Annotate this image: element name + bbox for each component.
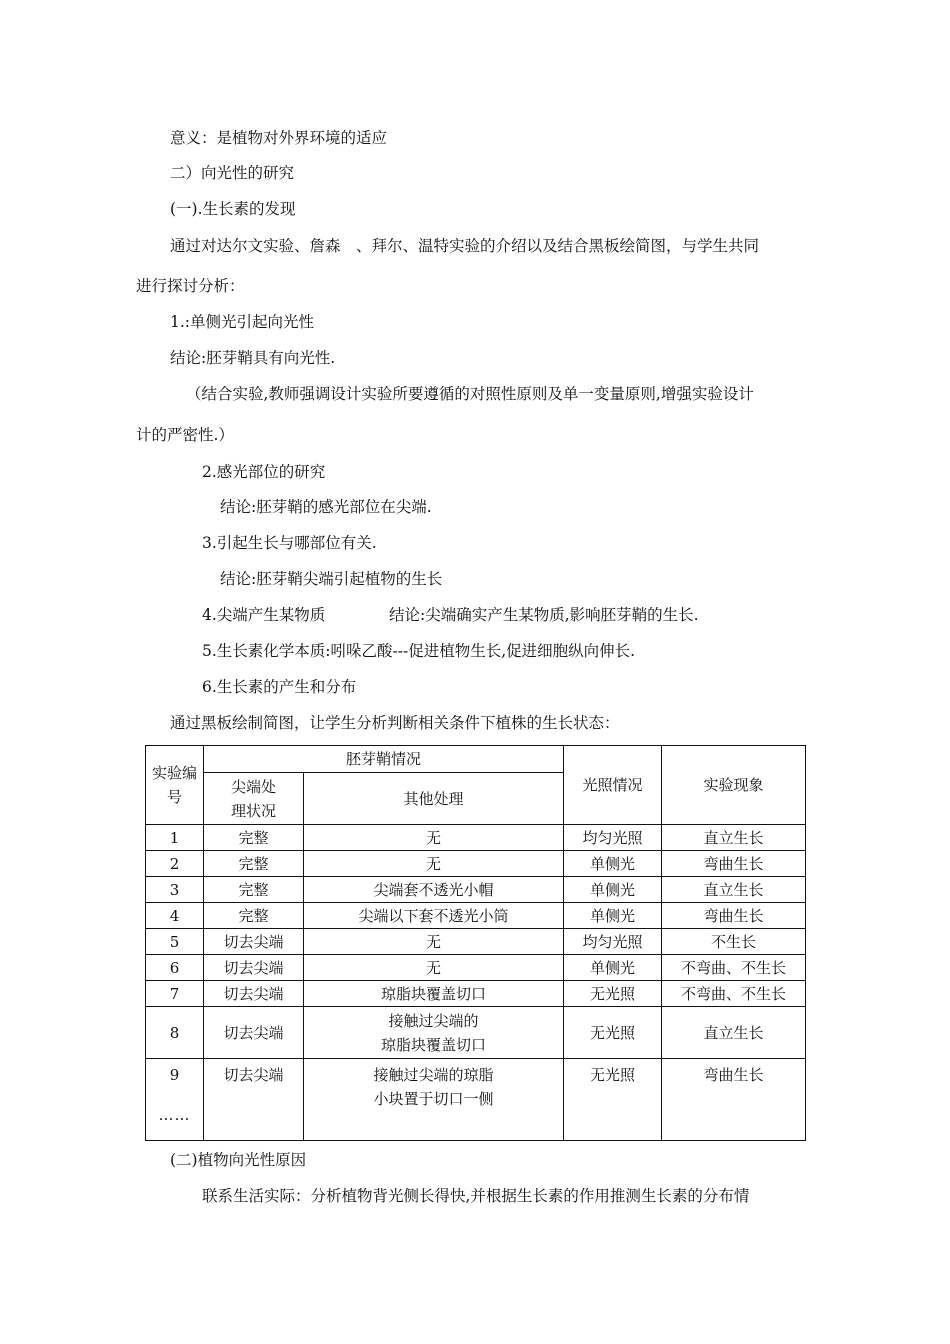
- cell-light: 单侧光: [564, 851, 662, 877]
- subsection-heading-phototropism-cause: (二)植物向光性原因: [170, 1151, 307, 1169]
- cell-no: 2: [146, 851, 204, 877]
- item-4-conclusion: 结论:尖端确实产生某物质,影响胚芽鞘的生长.: [389, 606, 699, 624]
- cell-other: 无: [304, 929, 564, 955]
- subsection-heading-auxin-discovery: (一).生长素的发现: [170, 200, 296, 218]
- cell-other: 无: [304, 851, 564, 877]
- item-1-conclusion: 结论:胚芽鞘具有向光性.: [170, 349, 336, 367]
- cell-result: 直立生长: [662, 877, 806, 903]
- cell-result: 弯曲生长: [662, 851, 806, 877]
- cell-light: 单侧光: [564, 877, 662, 903]
- item-2-heading: 2.感光部位的研究: [202, 463, 326, 481]
- header-other-treatment: 其他处理: [304, 773, 564, 825]
- cell-other: 尖端以下套不透光小筒: [304, 903, 564, 929]
- cell-no: 3: [146, 877, 204, 903]
- cell-no: 6: [146, 955, 204, 981]
- cell-light: 无光照: [564, 1007, 662, 1059]
- item-6-heading: 6.生长素的产生和分布: [202, 678, 357, 696]
- cell-no: 5: [146, 929, 204, 955]
- experiment-table: [145, 745, 806, 1141]
- table-row: [146, 877, 806, 903]
- cell-tip: 切去尖端: [204, 955, 304, 981]
- cell-no: 7: [146, 981, 204, 1007]
- cell-tip: 完整: [204, 851, 304, 877]
- table-row: [146, 903, 806, 929]
- note-line2: 计的严密性.）: [136, 426, 234, 444]
- paragraph-intro-line1: 通过对达尔文实验、詹森 、拜尔、温特实验的介绍以及结合黑板绘简图，与学生共同: [170, 237, 760, 255]
- table-row: [146, 955, 806, 981]
- header-light: 光照情况: [564, 746, 662, 825]
- cell-result: 不弯曲、不生长: [662, 955, 806, 981]
- cell-no: 4: [146, 903, 204, 929]
- cell-result: 直立生长: [662, 1007, 806, 1059]
- cell-light: 单侧光: [564, 955, 662, 981]
- cell-tip: 切去尖端: [204, 981, 304, 1007]
- cell-light: 无光照: [564, 1059, 662, 1141]
- cell-other: 接触过尖端的琼脂 小块置于切口一侧: [304, 1059, 564, 1141]
- cell-result: 不生长: [662, 929, 806, 955]
- item-4-heading: 4.尖端产生某物质: [202, 606, 326, 624]
- cell-other: 尖端套不透光小帽: [304, 877, 564, 903]
- paragraph-meaning: 意义：是植物对外界环境的适应: [170, 129, 388, 147]
- cell-result: 弯曲生长: [662, 1059, 806, 1141]
- header-tip-treatment: 尖端处 理状况: [204, 773, 304, 825]
- cell-other: 琼脂块覆盖切口: [304, 981, 564, 1007]
- cell-other: 无: [304, 955, 564, 981]
- cell-result: 弯曲生长: [662, 903, 806, 929]
- table-row: [146, 1059, 806, 1141]
- paragraph-table-intro: 通过黑板绘制简图，让学生分析判断相关条件下植株的生长状态：: [170, 714, 620, 732]
- table-row: [146, 851, 806, 877]
- item-3-heading: 3.引起生长与哪部位有关.: [202, 534, 377, 552]
- cell-result: 不弯曲、不生长: [662, 981, 806, 1007]
- cell-tip: 切去尖端: [204, 1059, 304, 1141]
- cell-tip: 切去尖端: [204, 1007, 304, 1059]
- item-1-heading: 1.:单侧光引起向光性: [170, 313, 315, 331]
- cell-no: 8: [146, 1007, 204, 1059]
- cell-result: 直立生长: [662, 825, 806, 851]
- cell-tip: 切去尖端: [204, 929, 304, 955]
- item-2-conclusion: 结论:胚芽鞘的感光部位在尖端.: [220, 498, 432, 516]
- cell-tip: 完整: [204, 903, 304, 929]
- header-experiment-no: 实验编 号: [146, 746, 204, 825]
- header-coleoptile-group: 胚芽鞘情况: [204, 746, 564, 773]
- cell-light: 均匀光照: [564, 825, 662, 851]
- header-result: 实验现象: [662, 746, 806, 825]
- note-line1: （结合实验,教师强调设计实验所要遵循的对照性原则及单一变量原则,增强实验设计: [186, 385, 754, 403]
- cell-no: 9 ……: [146, 1059, 204, 1141]
- paragraph-real-life: 联系生活实际：分析植物背光侧长得快,并根据生长素的作用推测生长素的分布情: [202, 1187, 750, 1205]
- paragraph-intro-line2: 进行探讨分析：: [136, 277, 245, 295]
- section-heading-phototropism: 二）向光性的研究: [170, 164, 295, 182]
- cell-tip: 完整: [204, 825, 304, 851]
- cell-other: 接触过尖端的 琼脂块覆盖切口: [304, 1007, 564, 1059]
- table-row: [146, 1007, 806, 1059]
- cell-light: 均匀光照: [564, 929, 662, 955]
- table-row: [146, 981, 806, 1007]
- item-3-conclusion: 结论:胚芽鞘尖端引起植物的生长: [220, 570, 443, 588]
- item-5-heading: 5.生长素化学本质:吲哚乙酸---促进植物生长,促进细胞纵向伸长.: [202, 642, 636, 660]
- table-header-row: [146, 746, 806, 773]
- cell-light: 无光照: [564, 981, 662, 1007]
- table-row: [146, 825, 806, 851]
- ellipsis-more-rows: ……: [158, 1106, 191, 1124]
- cell-light: 单侧光: [564, 903, 662, 929]
- cell-tip: 完整: [204, 877, 304, 903]
- cell-no: 1: [146, 825, 204, 851]
- table-row: [146, 929, 806, 955]
- cell-other: 无: [304, 825, 564, 851]
